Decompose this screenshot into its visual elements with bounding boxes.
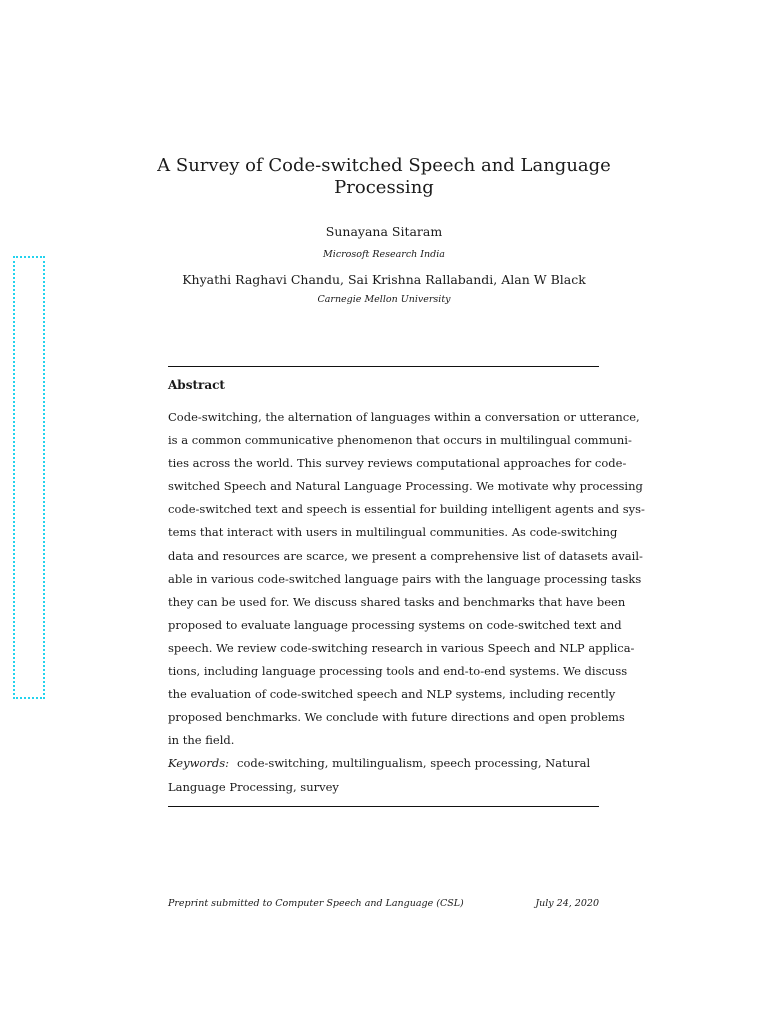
abstract-line: is a common communicative phenomenon that occurs in multilingual communi- [168, 433, 632, 448]
abstract-line: able in various code-switched language pairs with the language processing tasks [168, 571, 642, 586]
arxiv-side-stamp [13, 256, 45, 699]
abstract-line: code-switched text and speech is essential for building intelligent agents and sys- [168, 502, 645, 517]
abstract-line: switched Speech and Natural Language Processing. We motivate why processing [168, 479, 643, 494]
abstract-line: they can be used for. We discuss shared tasks and benchmarks that have been [168, 594, 626, 609]
abstract-line: in the field. [168, 733, 235, 748]
keywords-line-2: Language Processing, survey [168, 779, 339, 794]
abstract-line: tions, including language processing tools and end-to-end systems. We discuss [168, 664, 628, 679]
abstract-line: Code-switching, the alternation of languages within a conversation or utterance, [168, 410, 640, 424]
abstract-line: ties across the world. This survey reviews computational approaches for code- [168, 456, 627, 471]
affiliation-2: Carnegie Mellon University [317, 294, 451, 305]
abstract-top-rule [168, 366, 599, 367]
title-line-2: Processing [334, 177, 434, 198]
author-1: Sunayana Sitaram [325, 224, 443, 239]
abstract-body [168, 406, 645, 799]
preprint-note: Preprint submitted to Computer Speech and Language (CSL) [168, 898, 464, 909]
abstract-line: speech. We review code-switching research in various Speech and NLP applica- [168, 640, 635, 655]
keywords-text: code-switching, multilingualism, speech processing, Natural [237, 756, 591, 771]
affiliation-1: Microsoft Research India [323, 249, 445, 260]
abstract-line: proposed benchmarks. We conclude with future directions and open problems [168, 710, 625, 725]
abstract-line: tems that interact with users in multilingual communities. As code-switching [168, 525, 618, 540]
keywords-line-1 [168, 752, 599, 775]
abstract-heading: Abstract [168, 378, 225, 392]
keywords-label: Keywords: [168, 756, 229, 771]
preprint-date: July 24, 2020 [535, 898, 599, 909]
abstract-bottom-rule [168, 806, 599, 807]
paper-title [150, 155, 618, 199]
abstract-line: the evaluation of code-switched speech and NLP systems, including recently [168, 687, 616, 702]
abstract-line: data and resources are scarce, we present a comprehensive list of datasets avail- [168, 548, 643, 563]
abstract-line: proposed to evaluate language processing systems on code-switched text and [168, 617, 622, 632]
authors-2: Khyathi Raghavi Chandu, Sai Krishna Rallabandi, Alan W Black [182, 272, 586, 287]
title-line-1: A Survey of Code-switched Speech and Language [157, 155, 611, 176]
